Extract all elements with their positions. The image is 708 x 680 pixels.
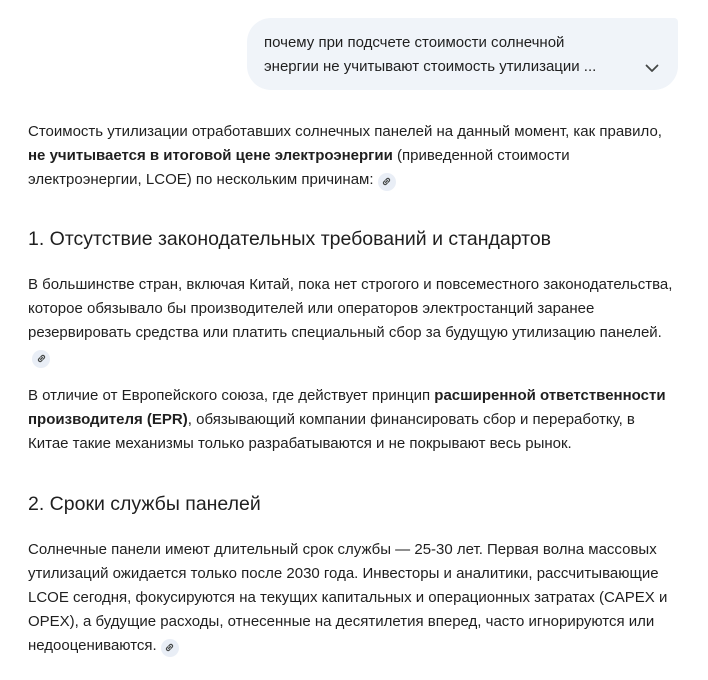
citation-link-icon[interactable] [32, 350, 50, 368]
intro-paragraph [28, 120, 668, 192]
user-message-bubble [247, 18, 678, 90]
section-1-paragraph-2 [28, 384, 668, 456]
intro-text-2: (приведенной стоимости электроэнергии, LCOE) по нескольким причинам: [28, 147, 570, 188]
user-message-line-1: почему при подсчете стоимости солнечной [264, 34, 565, 51]
section-1-paragraph-2-text-1: В отличие от Европейского союза, где действует принцип [28, 387, 435, 404]
epr-bold-text: расширенной ответственности производителя (EPR) [28, 387, 666, 428]
expand-message-button[interactable] [642, 58, 662, 78]
section-2-paragraph-1-text: Солнечные панели имеют длительный срок службы — 25-30 лет. Первая волна массовых утилизаций ожидается только после 2030 года. Инвесторы и аналитики, рассчитывающие LCOE сегодня, фокусируются на текущих капитальных и операционных затратах (CAPEX и OPEX), а будущие расходы, отнесенные на десятилетия вперед, часто игнорируются или недооцениваются. [28, 541, 668, 654]
section-1-paragraph-1-text: В большинстве стран, включая Китай, пока нет строгого и повсеместного законодательства, которое обязывало бы производителей или операторов электростанций заранее резервировать средства или платить специальный сбор за будущую утилизацию панелей. [28, 276, 673, 341]
section-2-heading: 2. Сроки службы панелей [28, 493, 261, 515]
intro-bold-text: не учитывается в итоговой цене электроэнергии [28, 147, 393, 164]
citation-link-icon[interactable] [161, 639, 179, 657]
section-1-paragraph-2-text-2: , обязывающий компании финансировать сбор и переработку, в Китае такие механизмы только разрабатываются и не покрывают весь рынок. [28, 411, 635, 452]
chevron-down-icon [645, 64, 659, 73]
intro-text-1: Стоимость утилизации отработавших солнечных панелей на данный момент, как правило, [28, 123, 662, 140]
section-1-heading: 1. Отсутствие законодательных требований и стандартов [28, 228, 552, 250]
assistant-response [28, 120, 688, 658]
user-message-line-2: энергии не учитывают стоимость утилизации ... [264, 58, 597, 75]
section-2-paragraph-1 [28, 538, 678, 658]
section-1-paragraph-1 [28, 273, 683, 369]
citation-link-icon[interactable] [378, 173, 396, 191]
